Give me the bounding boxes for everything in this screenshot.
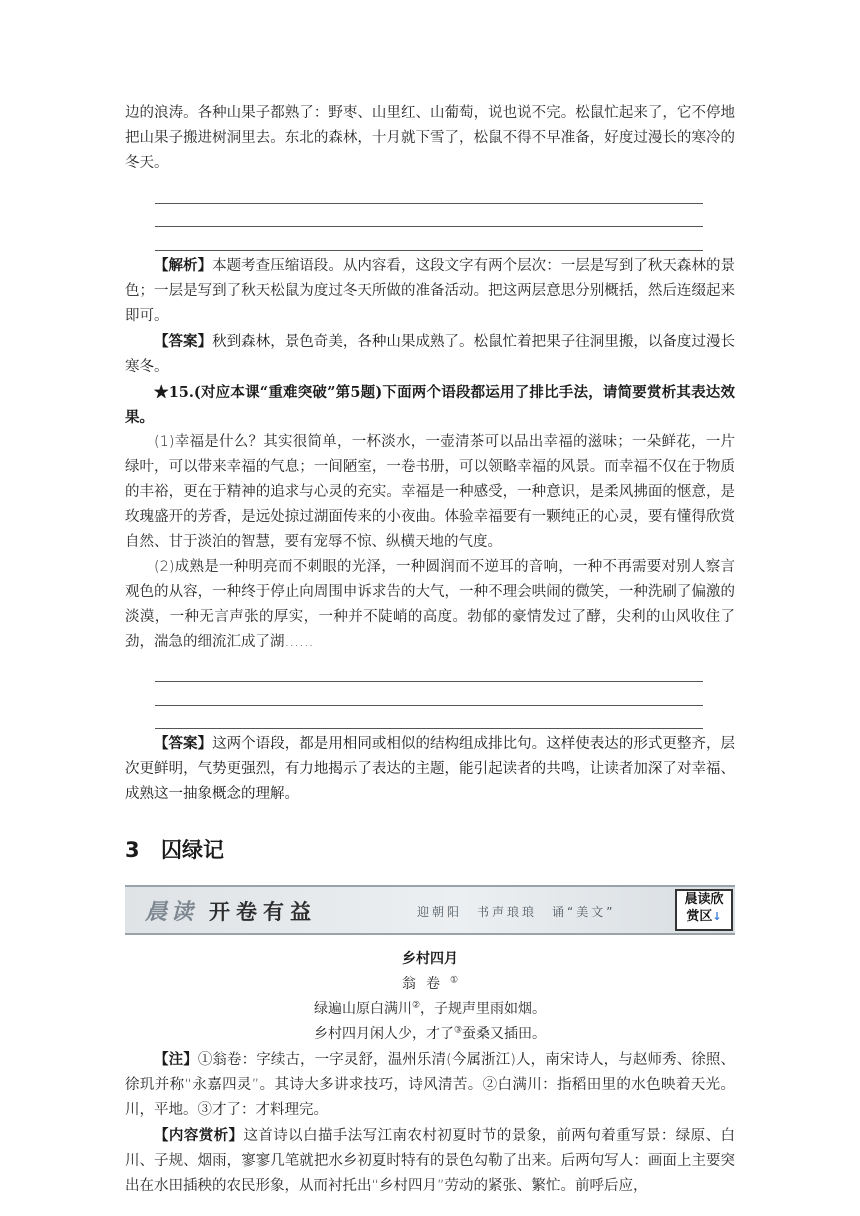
section-title-text: 囚绿记 <box>161 838 224 862</box>
poem-line-2-b: 蚕桑又插田。 <box>462 1026 547 1042</box>
appreciation-label: 【内容赏析】 <box>154 1127 244 1144</box>
answer-line[interactable] <box>155 682 703 706</box>
footnote-marker: ③ <box>453 1025 463 1036</box>
badge-line-2: 赏区 <box>686 909 713 924</box>
banner-slogan: 迎朝阳 书声琅琅 诵“美文” <box>417 905 616 919</box>
banner-logo: 晨读 <box>145 900 198 925</box>
analysis-paragraph <box>125 253 735 329</box>
poem-author: 翁卷 <box>401 976 450 992</box>
answer-lines-q14 <box>155 180 735 251</box>
footnote-marker: ② <box>411 1000 421 1011</box>
answer-text: 这两个语段，都是用相同或相似的结构组成排比句。这样使表达的形式更整齐，层次更鲜明，气势更强烈，有力地揭示了表达的主题，能引起读者的共鸣，让读者加深了对幸福、成熟这一抽象概念的理解。 <box>125 736 736 802</box>
poem-line-1-b: ，子规声里雨如烟。 <box>420 1001 547 1017</box>
passage-paragraph: 边的浪涛。各种山果子都熟了：野枣、山里红、山葡萄，说也说不完。松鼠忙起来了，它不停地把山果子搬进树洞里去。东北的森林，十月就下雪了，松鼠不得不早准备，好度过漫长的寒冷的冬天。 <box>125 105 735 171</box>
answer-paragraph-q14 <box>125 329 735 380</box>
reading-banner <box>125 885 735 935</box>
poem-line-1 <box>125 997 735 1022</box>
q15-passage-1: (1)幸福是什么？其实很简单，一杯淡水，一壶清茶可以品出幸福的滋味；一朵鲜花，一片绿叶，可以带来幸福的气息；一间陋室，一卷书册，可以领略幸福的风景。而幸福不仅在于物质的丰裕，更在于精神的追求与心灵的充实。幸福是一种感受，一种意识，是柔风拂面的惬意，是玫瑰盛开的芳香，是远处掠过湖面传来的小夜曲。体验幸福要有一颗纯正的心灵，要有懂得欣赏自然、甘于淡泊的智慧，要有宠辱不惊、纵横天地的气度。 <box>125 433 735 550</box>
answer-label: 【答案】 <box>154 332 213 350</box>
analysis-text: 本题考查压缩语段。从内容看，这段文字有两个层次：一层是写到了秋天森林的景色；一层是写到了秋天松鼠为度过冬天所做的准备活动。把这两层意思分别概括，然后连缀起来即可。 <box>125 257 736 324</box>
page-content <box>125 101 735 1199</box>
section-title <box>125 835 735 865</box>
analysis-label: 【解析】 <box>154 256 213 274</box>
answer-line[interactable] <box>155 659 703 683</box>
answer-line[interactable] <box>155 204 703 228</box>
poem-line-1-a: 绿遍山原白满川 <box>313 1001 412 1017</box>
poem-author-line <box>125 972 735 997</box>
poem-line-2 <box>125 1022 735 1047</box>
notes-label: 【注】 <box>154 1051 198 1068</box>
footnote-marker: ① <box>449 975 459 986</box>
answer-paragraph-q15 <box>125 731 735 807</box>
answer-line[interactable] <box>155 227 703 251</box>
answer-line[interactable] <box>155 180 703 204</box>
badge-line-1: 晨读欣 <box>684 892 724 907</box>
banner-badge <box>675 889 733 931</box>
appreciation-text: 这首诗以白描手法写江南农村初夏时节的景象，前两句着重写景：绿原、白川、子规、烟雨，寥寥几笔就把水乡初夏时特有的景色勾勒了出来。后两句写人：画面上主要突出在水田插秧的农民形象，从而衬托出“乡村四月”劳动的紧张、繁忙。前呼后应， <box>125 1128 736 1194</box>
answer-text: 秋到森林，景色奇美，各种山果成熟了。松鼠忙着把果子往洞里搬，以备度过漫长寒冬。 <box>125 333 736 375</box>
question-15-heading: ★15.(对应本课“重难突破”第5题)下面两个语段都运用了排比手法，请简要赏析其表达效果。 <box>125 383 735 426</box>
q15-passage-2: (2)成熟是一种明亮而不刺眼的光泽，一种圆润而不逆耳的音响，一种不再需要对别人察言观色的从容，一种终于停止向周围申诉求告的大气，一种不理会哄闹的微笑，一种洗刷了偏激的淡漠，一种无言声张的厚实，一种并不陡峭的高度。勃郁的豪情发过了酵，尖利的山风收住了劲，湍急的细流汇成了湖…… <box>125 558 735 650</box>
answer-lines-q15 <box>155 659 735 730</box>
appreciation-paragraph <box>125 1123 735 1199</box>
answer-line[interactable] <box>155 706 703 730</box>
arrow-down-icon: ↓ <box>712 910 722 923</box>
notes-text: ①翁卷：字续古，一字灵舒，温州乐清(今属浙江)人，南宋诗人，与赵师秀、徐照、徐玑并称“永嘉四灵”。其诗大多讲求技巧，诗风清苦。②白满川：指稻田里的水色映着天光。川，平地。③才了：才料理完。 <box>125 1052 736 1118</box>
section-number: 3 <box>125 838 140 862</box>
banner-title: 开卷有益 <box>209 900 317 924</box>
answer-label: 【答案】 <box>154 735 213 752</box>
poem-title: 乡村四月 <box>402 951 458 967</box>
notes-paragraph <box>125 1047 735 1123</box>
poem-line-2-a: 乡村四月闲人少，才了 <box>313 1026 454 1042</box>
